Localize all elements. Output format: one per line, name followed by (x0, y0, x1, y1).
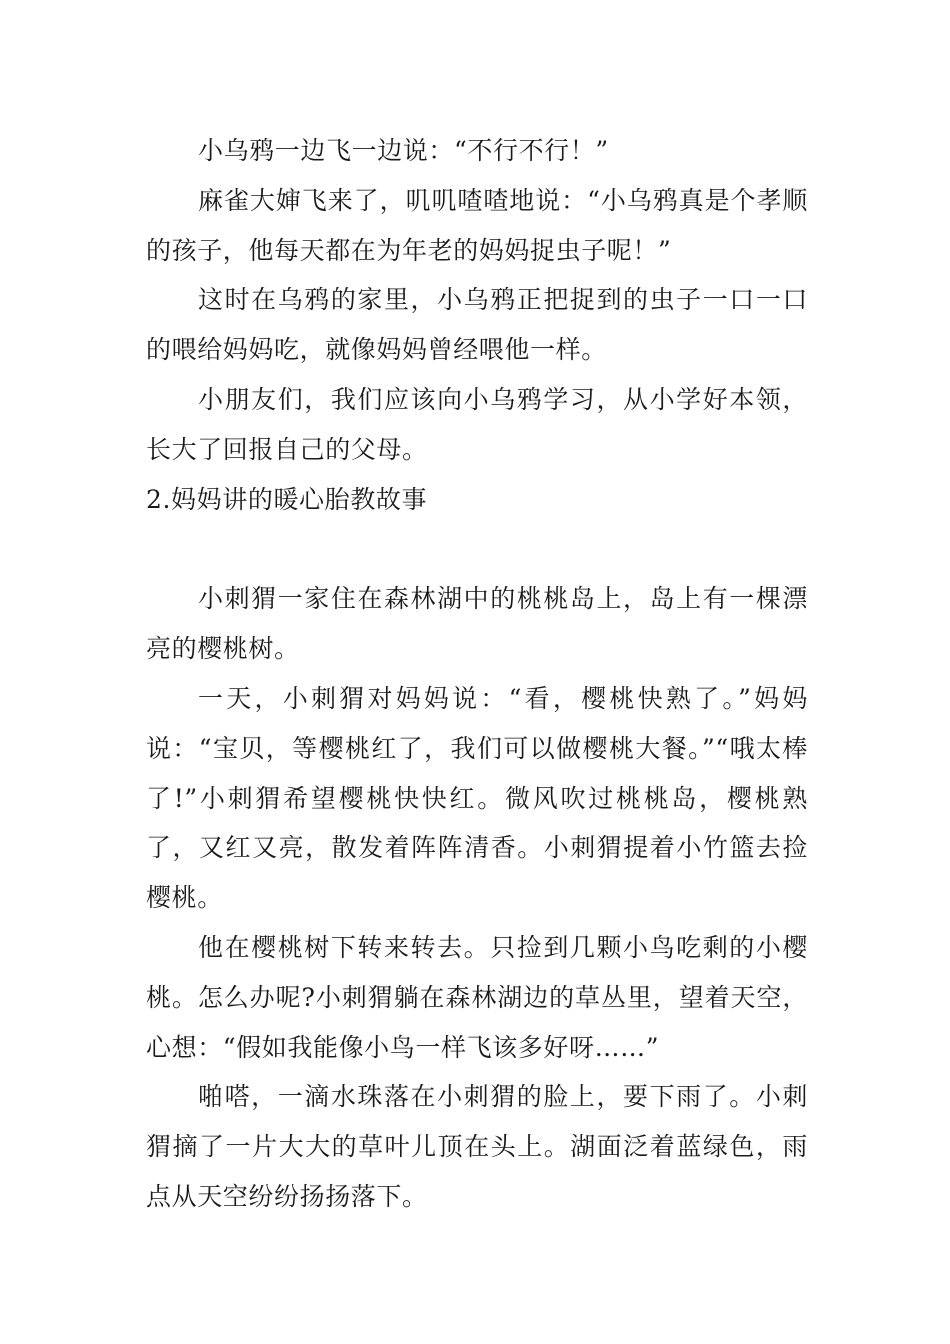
paragraph: 这时在乌鸦的家里，小乌鸦正把捉到的虫子一口一口的喂给妈妈吃，就像妈妈曾经喂他一样。 (146, 285, 808, 365)
paragraph: 小乌鸦一边飞一边说：“不行不行！” (198, 136, 609, 165)
section-heading: 2.妈妈讲的暖心胎教故事 (146, 484, 428, 514)
document-body (146, 126, 808, 1222)
paragraph: 一天，小刺猬对妈妈说：“看，樱桃快熟了。”妈妈说：“宝贝，等樱桃红了，我们可以做樱桃大餐。”“哦太棒了!”小刺猬希望樱桃快快红。微风吹过桃桃岛，樱桃熟了，又红又亮，散发着阵阵清香。小刺猬提着小竹篮去捡樱桃。 (146, 683, 808, 913)
paragraph: 他在樱桃树下转来转去。只捡到几颗小鸟吃剩的小樱桃。怎么办呢?小刺猬躺在森林湖边的草丛里，望着天空，心想：“假如我能像小鸟一样飞该多好呀……” (146, 932, 808, 1062)
paragraph: 麻雀大婶飞来了，叽叽喳喳地说：“小乌鸦真是个孝顺的孩子，他每天都在为年老的妈妈捉虫子呢！” (146, 185, 808, 265)
paragraph: 啪嗒，一滴水珠落在小刺猬的脸上，要下雨了。小刺猬摘了一片大大的草叶儿顶在头上。湖面泛着蓝绿色，雨点从天空纷纷扬扬落下。 (146, 1082, 808, 1211)
paragraph: 小朋友们，我们应该向小乌鸦学习，从小学好本领，长大了回报自己的父母。 (146, 384, 808, 464)
blank-line (146, 524, 808, 574)
paragraph: 小刺猬一家住在森林湖中的桃桃岛上，岛上有一棵漂亮的樱桃树。 (146, 584, 808, 664)
